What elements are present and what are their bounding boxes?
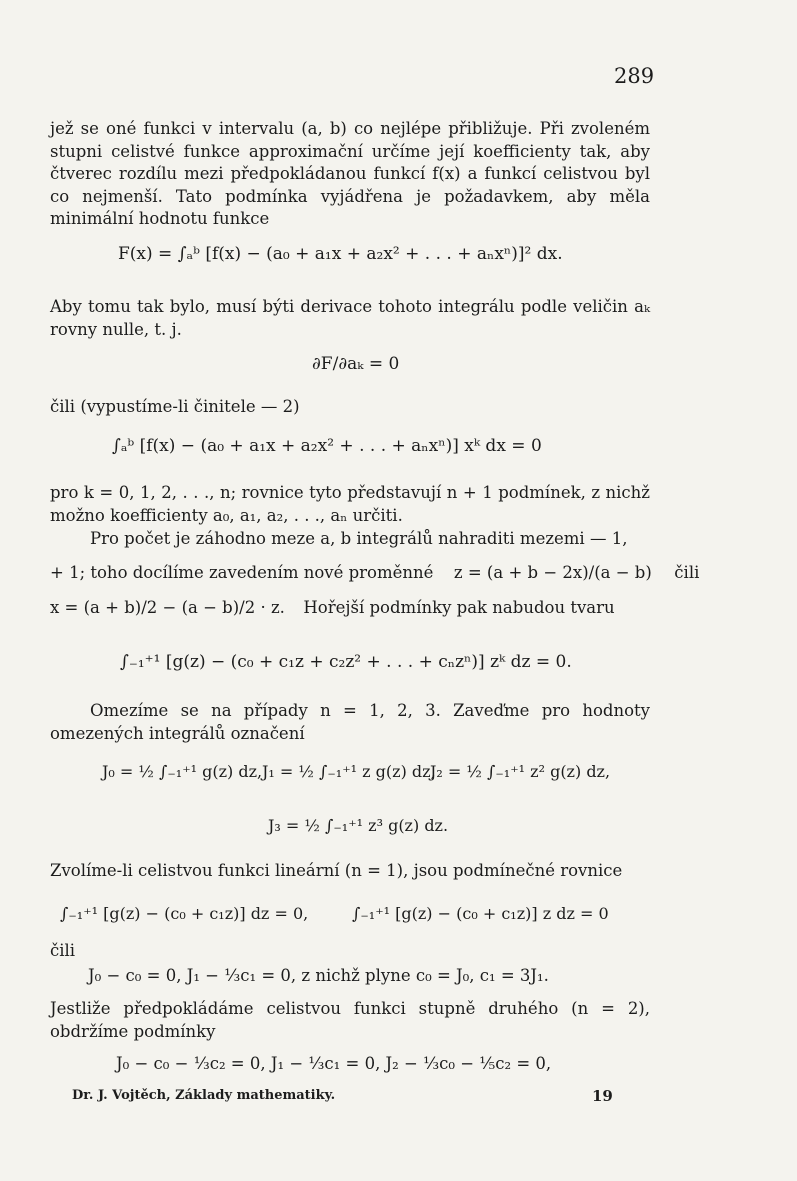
paragraph-cili: čili (vypustíme-li činitele — 2) (50, 397, 300, 416)
paragraph-restrict: Omezíme se na případy n = 1, 2, 3. Zaveďme pro hodnoty omezených integrálů označení (50, 701, 650, 743)
paragraph-linear: Zvolíme-li celistvou funkci lineární (n = 1), jsou podmínečné rovnice (50, 861, 623, 880)
signature-number: 19 (592, 1087, 613, 1105)
equation-quadratic: J₀ − c₀ − ⅓c₂ = 0, J₁ − ⅓c₁ = 0, J₂ − ⅓c₀ − ⅕c₂ = 0, (116, 1054, 552, 1073)
equation-J2: J₂ = ½ ∫₋₁⁺¹ z² g(z) dz, (430, 762, 611, 781)
equation-F: F(x) = ∫ₐᵇ [f(x) − (a₀ + a₁x + a₂x² + . . . + aₙxⁿ)]² dx. (118, 244, 563, 264)
equation-linear-b: ∫₋₁⁺¹ [g(z) − (c₀ + c₁z)] z dz = 0 (352, 904, 609, 923)
paragraph-conditions: pro k = 0, 1, 2, . . ., n; rovnice tyto představují n + 1 podmínek, z nichž možno koefficienty a₀, a₁, a₂, . . ., aₙ určiti. (50, 483, 650, 525)
paragraph-limits-line2 (50, 563, 700, 582)
equation-substitution: z = (a + b − 2x)/(a − b) (453, 563, 652, 582)
limits-conclusion: Hořejší podmínky pak nabudou tvaru (303, 598, 615, 617)
limits-text: + 1; toho docílíme zavedením nové proměnné (50, 563, 434, 582)
paragraph-derivative: Aby tomu tak bylo, musí býti derivace tohoto integrálu podle veličin aₖ rovny nulle, t. j. (50, 297, 650, 339)
word-cili: čili (674, 563, 700, 582)
paragraph-intro: jež se oné funkci v intervalu (a, b) co nejlépe přibližuje. Při zvoleném stupni celistvé funkce approximační určíme její koefficienty tak, aby čtverec rozdílu mezi předpokládanou funkcí f(x) a funkcí celistvou byl co nejmenší. Tato podmínka vyjádřena je požadavkem, aby měla minimální hodnotu funkce (50, 119, 650, 229)
paragraph-limits-line3 (50, 598, 615, 617)
equation-J3: J₃ = ½ ∫₋₁⁺¹ z³ g(z) dz. (268, 816, 449, 835)
paragraph-quadratic: Jestliže předpokládáme celistvou funkci stupně druhého (n = 2), obdržíme podmínky (50, 999, 650, 1041)
equation-integral-g: ∫₋₁⁺¹ [g(z) − (c₀ + c₁z + c₂z² + . . . + cₙzⁿ)] zᵏ dz = 0. (120, 652, 572, 672)
footer-citation: Dr. J. Vojtěch, Základy mathematiky. (72, 1088, 336, 1103)
equation-x-substitution: x = (a + b)/2 − (a − b)/2 · z. (50, 598, 285, 617)
paragraph-limits-line1: Pro počet je záhodno meze a, b integrálů nahraditi mezemi — 1, (90, 529, 628, 548)
equation-integral-xk: ∫ₐᵇ [f(x) − (a₀ + a₁x + a₂x² + . . . + aₙxⁿ)] xᵏ dx = 0 (112, 436, 542, 456)
equation-partial: ∂F/∂aₖ = 0 (312, 354, 400, 374)
page-number: 289 (614, 64, 655, 88)
equation-linear-a: ∫₋₁⁺¹ [g(z) − (c₀ + c₁z)] dz = 0, (60, 904, 309, 923)
equation-J1: J₁ = ½ ∫₋₁⁺¹ z g(z) dz, (262, 762, 436, 781)
paragraph-cili-2: čili (50, 941, 76, 960)
equation-J0: J₀ = ½ ∫₋₁⁺¹ g(z) dz, (102, 762, 263, 781)
equation-linear-solution: J₀ − c₀ = 0, J₁ − ⅓c₁ = 0, z nichž plyne c₀ = J₀, c₁ = 3J₁. (88, 966, 549, 985)
